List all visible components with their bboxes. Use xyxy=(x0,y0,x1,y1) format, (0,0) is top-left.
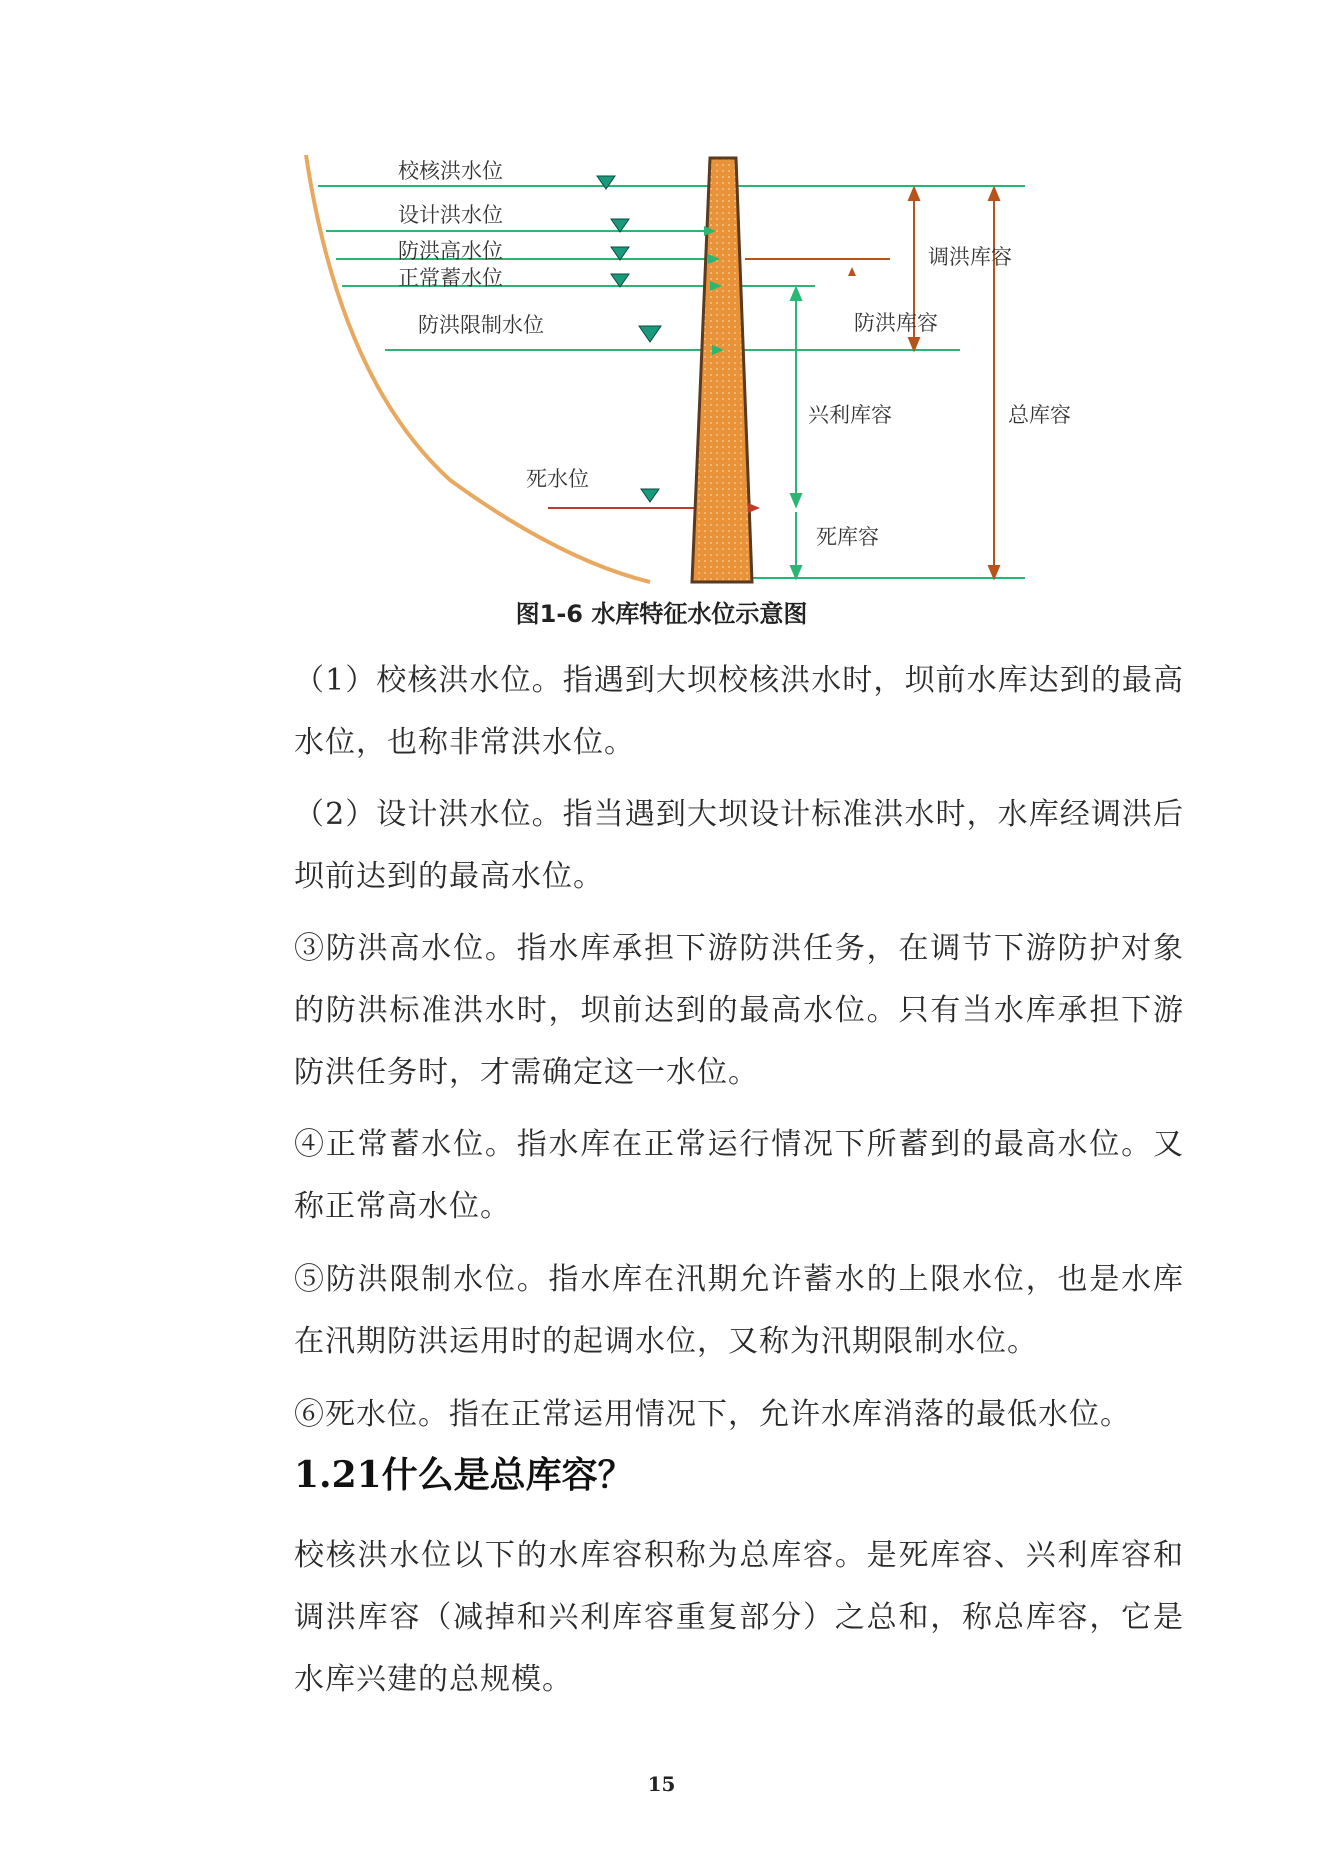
dam-body xyxy=(692,158,752,582)
reservoir-water-level-diagram xyxy=(0,0,1323,600)
label-flood-high: 防洪高水位 xyxy=(398,239,503,263)
dim-arrow xyxy=(791,566,801,578)
paragraph-flood-limit: ⑤防洪限制水位。指水库在汛期允许蓄水的上限水位，也是水库在汛期防洪运用时的起调水位，又称为汛期限制水位。 xyxy=(294,1262,1184,1359)
figure-caption: 图1-6 水库特征水位示意图 xyxy=(515,600,808,628)
paragraph-total-storage: 校核洪水位以下的水库容积称为总库容。是死库容、兴利库容和调洪库容（减掉和兴利库容重复部分）之总和，称总库容，它是水库兴建的总规模。 xyxy=(294,1538,1184,1697)
label-check-flood: 校核洪水位 xyxy=(398,159,503,183)
dim-arrow xyxy=(909,338,919,350)
marker-dead xyxy=(641,489,659,502)
marker-flood-limit xyxy=(639,326,661,342)
label-dead-level: 死水位 xyxy=(526,467,589,491)
paragraph-normal-level: ④正常蓄水位。指水库在正常运行情况下所蓄到的最高水位。又称正常高水位。 xyxy=(294,1127,1184,1224)
paragraph-check-flood: （1）校核洪水位。指遇到大坝校核洪水时，坝前水库达到的最高水位，也称非常洪水位。 xyxy=(294,663,1184,760)
dim-arrow xyxy=(989,188,999,200)
section-heading: 1.21什么是总库容？ xyxy=(294,1454,634,1496)
label-flood-control-storage: 防洪库容 xyxy=(854,311,938,335)
label-beneficial-storage: 兴利库容 xyxy=(808,403,892,427)
label-dead-storage: 死库容 xyxy=(816,525,879,549)
paragraph-flood-high: ③防洪高水位。指水库承担下游防洪任务，在调节下游防护对象的防洪标准洪水时，坝前达到的最高水位。只有当水库承担下游防洪任务时，才需确定这一水位。 xyxy=(294,931,1184,1090)
page-number: 15 xyxy=(647,1772,676,1796)
label-total-storage: 总库容 xyxy=(1008,403,1071,427)
marker-check-flood xyxy=(597,176,615,189)
marker-small-up xyxy=(848,267,856,276)
dim-arrow xyxy=(989,566,999,578)
paragraph-design-flood: （2）设计洪水位。指当遇到大坝设计标准洪水时，水库经调洪后坝前达到的最高水位。 xyxy=(294,797,1184,894)
paragraph-dead-level: ⑥死水位。指在正常运用情况下，允许水库消落的最低水位。 xyxy=(294,1397,1131,1432)
beneficial-dims xyxy=(791,288,801,578)
arrowhead xyxy=(748,503,760,513)
dim-arrow xyxy=(909,188,919,200)
label-regulation-storage: 调洪库容 xyxy=(928,245,1012,269)
label-flood-limit: 防洪限制水位 xyxy=(418,313,544,337)
dim-arrow xyxy=(791,494,801,506)
label-normal: 正常蓄水位 xyxy=(398,266,503,290)
label-design-flood: 设计洪水位 xyxy=(398,203,503,227)
dim-arrow xyxy=(791,288,801,300)
